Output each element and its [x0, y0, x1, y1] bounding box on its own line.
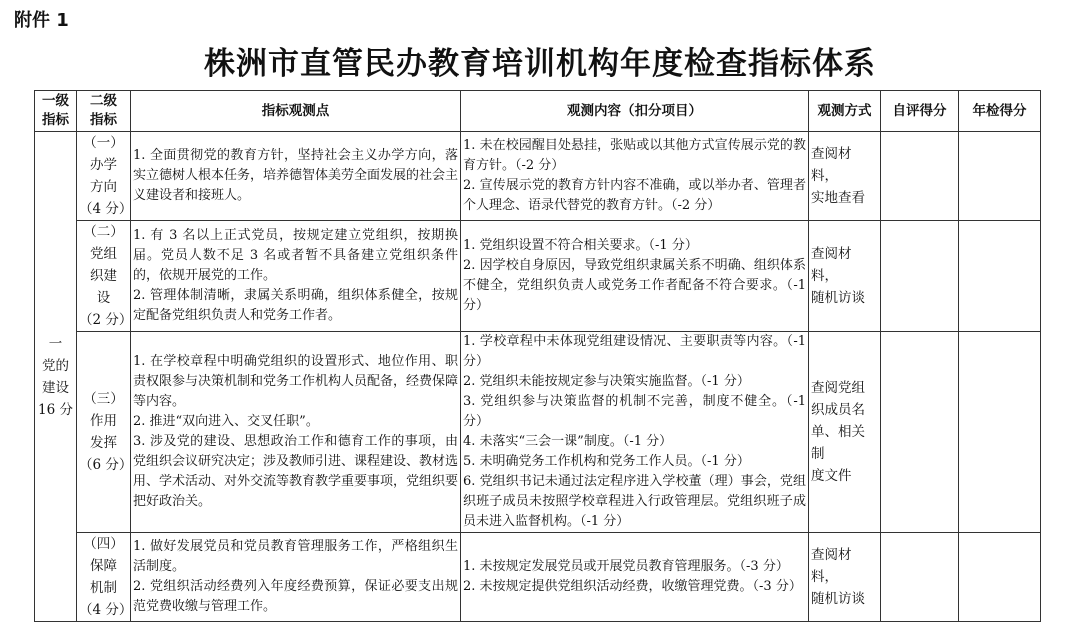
points-cell: 1. 做好发展党员和党员教育管理服务工作，严格组织生活制度。 2. 党组织活动经费列入年度经费预算，保证必要支出规范党费收缴与管理工作。 — [131, 533, 461, 622]
content-cell: 1. 党组织设置不符合相关要求。（-1 分） 2. 因学校自身原因，导致党组织隶属关系不明确、组织体系不健全，党组织负责人或党务工作者配备不符合要求。（-1 分） — [461, 221, 809, 332]
points-cell: 1. 有 3 名以上正式党员，按规定建立党组织，按期换届。党员人数不足 3 名或者暂不具备建立党组织条件的，依规开展党的工作。 2. 管理体制清晰，隶属关系明确，组织体系健全，按规定配备党组织负责人和党务工作者。 — [131, 221, 461, 332]
table-row — [35, 132, 1041, 221]
annual-score-cell[interactable] — [959, 332, 1041, 533]
method-cell: 查阅材料， 随机访谈 — [809, 221, 881, 332]
header-level1: 一级 指标 — [35, 91, 77, 132]
level2-cell: （二） 党组 织建 设 （2 分） — [77, 221, 131, 332]
self-score-cell[interactable] — [881, 533, 959, 622]
header-content: 观测内容（扣分项目） — [461, 91, 809, 132]
self-score-cell[interactable] — [881, 221, 959, 332]
header-method: 观测方式 — [809, 91, 881, 132]
annual-score-cell[interactable] — [959, 533, 1041, 622]
points-cell: 1. 在学校章程中明确党组织的设置形式、地位作用、职责权限参与决策机制和党务工作机构人员配备，经费保障等内容。 2. 推进“双向进入、交叉任职”。 3. 涉及党的建设、思想政治工作和德育工作的事项，由党组织会议研究决定；涉及教师引进、课程建设、教材选用、学术活动、对外交流等教育教学重要事项，党组织要把好政治关。 — [131, 332, 461, 533]
self-score-cell[interactable] — [881, 132, 959, 221]
method-cell: 查阅党组 织成员名 单、相关制 度文件 — [809, 332, 881, 533]
annual-score-cell[interactable] — [959, 132, 1041, 221]
header-annual-score: 年检得分 — [959, 91, 1041, 132]
table-row — [35, 332, 1041, 533]
header-self-score: 自评得分 — [881, 91, 959, 132]
self-score-cell[interactable] — [881, 332, 959, 533]
method-cell: 查阅材料， 实地查看 — [809, 132, 881, 221]
attachment-label: 附件 1 — [14, 10, 69, 31]
page-title: 株洲市直管民办教育培训机构年度检查指标体系 — [204, 46, 876, 82]
method-cell: 查阅材料， 随机访谈 — [809, 533, 881, 622]
header-row — [35, 91, 1041, 132]
level2-cell: （四） 保障 机制 （4 分） — [77, 533, 131, 622]
header-level2: 二级 指标 — [77, 91, 131, 132]
content-cell: 1. 未按规定发展党员或开展党员教育管理服务。（-3 分） 2. 未按规定提供党组织活动经费，收缴管理党费。（-3 分） — [461, 533, 809, 622]
level2-cell: （三） 作用 发挥 （6 分） — [77, 332, 131, 533]
header-points: 指标观测点 — [131, 91, 461, 132]
level1-cell: 一 党的 建设 16 分 — [35, 132, 77, 622]
annual-score-cell[interactable] — [959, 221, 1041, 332]
content-cell: 1. 学校章程中未体现党组建设情况、主要职责等内容。（-1 分） 2. 党组织未能按规定参与决策实施监督。（-1 分） 3. 党组织参与决策监督的机制不完善，制度不健全。（-1 分） 4. 未落实“三会一课”制度。（-1 分） 5. 未明确党务工作机构和党务工作人员。（-1 分） 6. 党组织书记未通过法定程序进入学校董（理）事会，党组织班子成员未按照学校章程进入行政管理层。党组织班子成员未进入监督机构。（-1 分） — [461, 332, 809, 533]
content-cell: 1. 未在校园醒目处悬挂，张贴或以其他方式宣传展示党的教育方针。（-2 分） 2. 宣传展示党的教育方针内容不准确，或以举办者、管理者个人理念、语录代替党的教育方针。（-2 分） — [461, 132, 809, 221]
points-cell: 1. 全面贯彻党的教育方针，坚持社会主义办学方向，落实立德树人根本任务，培养德智体美劳全面发展的社会主义建设者和接班人。 — [131, 132, 461, 221]
table-row — [35, 221, 1041, 332]
indicator-table — [34, 90, 1041, 622]
level2-cell: （一） 办学 方向 （4 分） — [77, 132, 131, 221]
table-row — [35, 533, 1041, 622]
